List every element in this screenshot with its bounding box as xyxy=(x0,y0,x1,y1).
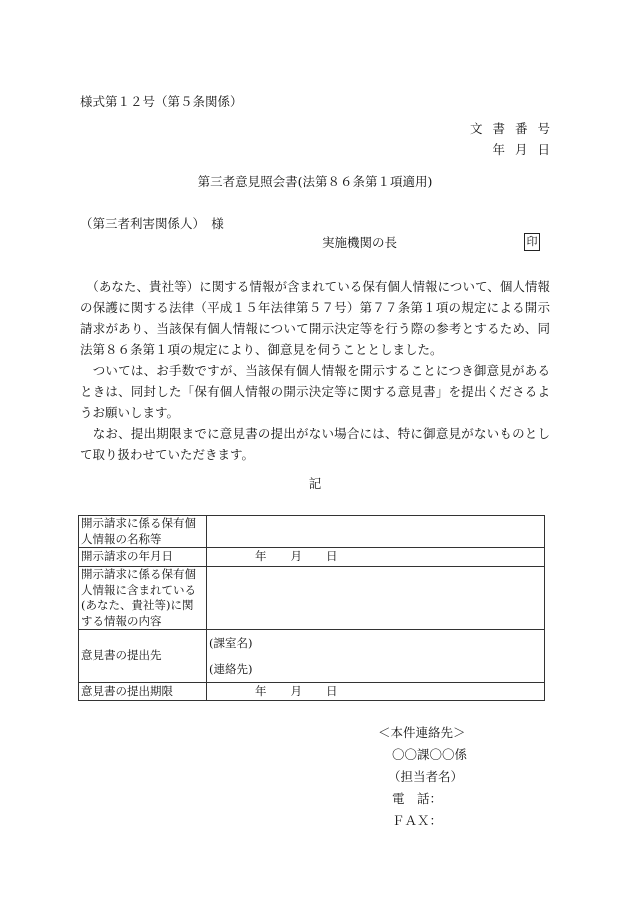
date-year: 年 xyxy=(255,683,267,698)
row-value-info-name xyxy=(207,516,545,548)
seal-box: 印 xyxy=(524,233,540,251)
document-title: 第三者意見照会書(法第８６条第１項適用) xyxy=(197,174,433,189)
contact-person: （担当者名） xyxy=(388,769,464,784)
ki-heading: 記 xyxy=(308,476,322,491)
contact-phone: 電 話： xyxy=(392,791,443,806)
table-row xyxy=(79,683,545,701)
row-value-deadline xyxy=(207,683,545,701)
contact-section: 〇〇課〇〇係 xyxy=(392,747,468,762)
body-paragraph-2: ついては、お手数ですが、当該保有個人情報を開示することにつき御意見があるときは、同封した「保有個人情報の開示決定等に関する意見書」を提出くださるようお願いします。 xyxy=(80,363,550,420)
row-label-info-content: 開示請求に係る保有個人情報に含まれている(あなた、貴社等)に関する情報の内容 xyxy=(79,567,207,630)
row-value-info-content xyxy=(207,567,545,630)
form-number: 様式第１２号（第５条関係） xyxy=(80,94,243,109)
row-label-info-name: 開示請求に係る保有個人情報の名称等 xyxy=(79,516,207,548)
date-label: 年月日 xyxy=(492,142,560,157)
row-value-request-date xyxy=(207,548,545,567)
document-number-block xyxy=(469,118,560,160)
row-label-submit-to: 意見書の提出先 xyxy=(79,630,207,683)
row-value-submit-to xyxy=(207,630,545,683)
body-text xyxy=(80,276,550,465)
recipient-line: （第三者利害関係人） 様 xyxy=(80,216,224,231)
date-month: 月 xyxy=(290,683,302,698)
table-row xyxy=(79,630,545,683)
date-month: 月 xyxy=(290,549,302,564)
body-paragraph-3: なお、提出期限までに意見書の提出がない場合には、特に御意見がないものとして取り扱わせていただきます。 xyxy=(80,426,550,462)
document-number-label: 文書番号 xyxy=(469,121,560,136)
date-day: 日 xyxy=(326,683,338,698)
table-row xyxy=(79,567,545,630)
row-label-request-date: 開示請求の年月日 xyxy=(79,548,207,567)
sender-title: 実施機関の長 xyxy=(322,235,398,250)
dept-label: (課室名) xyxy=(209,636,253,650)
contact-heading: ＜本件連絡先＞ xyxy=(378,725,466,740)
contact-block xyxy=(378,722,467,832)
contact-label: (連絡先) xyxy=(209,662,253,676)
date-year: 年 xyxy=(255,549,267,564)
date-day: 日 xyxy=(326,549,338,564)
details-table xyxy=(78,515,545,701)
table-row xyxy=(79,548,545,567)
contact-fax: ＦＡＸ： xyxy=(392,813,443,828)
row-label-deadline: 意見書の提出期限 xyxy=(79,683,207,701)
table-row xyxy=(79,516,545,548)
body-paragraph-1: （あなた、貴社等）に関する情報が含まれている保有個人情報について、個人情報の保護に関する法律（平成１５年法律第５７号）第７７条第１項の規定による開示請求があり、当該保有個人情報について開示決定等を行う際の参考とするため、同法第８６条第１項の規定により、御意見を伺うこととしました。 xyxy=(80,279,550,357)
